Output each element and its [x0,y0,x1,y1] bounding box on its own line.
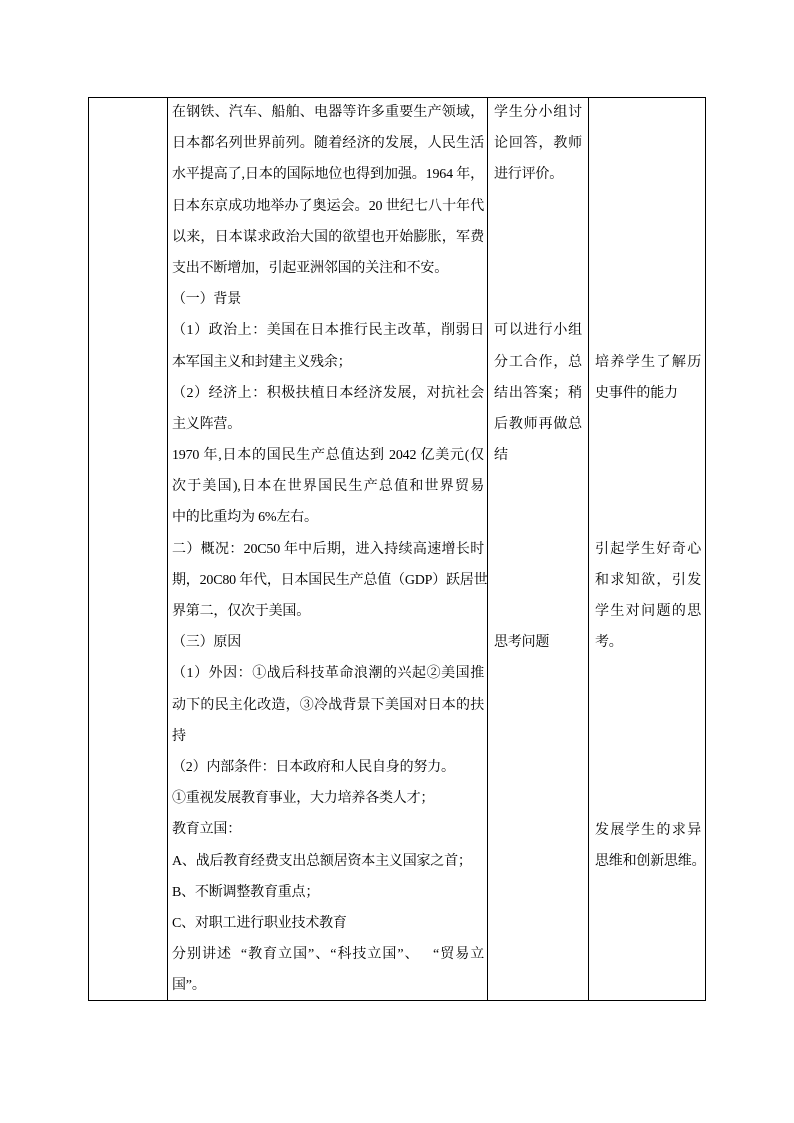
content-line: 以来，日本谋求政治大国的欲望也开始膨胀，军费 [172,229,484,245]
content-line: 1970 年,日本的国民生产总值达到 2042 亿美元(仅 [172,448,484,464]
activity-line: 后教师再做总 [494,416,582,432]
activity-line: 可以进行小组 [494,323,582,339]
content-line: （2）内部条件：日本政府和人民自身的努力。 [172,759,455,775]
empty-first-column-cell [89,98,167,1000]
activity-line: 论回答，教师 [494,136,582,152]
content-line: 中的比重均为 6%左右。 [172,510,318,526]
content-line: 持 [172,728,186,744]
activity-line: 结出答案；稍 [494,385,582,401]
content-line: C、对职工进行职业技术教育 [172,915,347,931]
content-line: 本军国主义和封建主义残余； [172,354,352,370]
content-line: （1）政治上：美国在日本推行民主改革，削弱日 [172,323,484,339]
student-activity-block [494,97,582,191]
student-activity-block [494,315,582,471]
student-activity-block [494,627,582,658]
content-line: B、不断调整教育重点； [172,884,320,900]
content-line: 界第二，仅次于美国。 [172,604,310,619]
section-heading-overview: 二）概况：20C50 年中后期，进入持续高速增长时 [172,541,484,557]
activity-line: 思考问题 [494,635,550,651]
activity-line: 学生分小组讨 [494,105,582,120]
content-line: ①重视发展教育事业，大力培养各类人才； [172,791,435,807]
intent-line: 思维和创新思维。 [595,853,706,869]
intent-line: 史事件的能力 [595,385,678,401]
intent-line: 学生对问题的思 [595,604,701,620]
column-divider [487,97,488,1001]
content-line: 国”。 [172,978,206,994]
design-intent-block [595,534,701,659]
content-line: 动下的民主化改造，③冷战背景下美国对日本的扶 [172,697,484,713]
design-intent-block [595,815,706,877]
content-line: 支出不断增加，引起亚洲邻国的关注和不安。 [172,260,448,276]
activity-line: 分工合作，总 [494,354,582,370]
content-line: （2）经济上：积极扶植日本经济发展，对抗社会 [172,385,484,401]
column-divider [588,97,589,1001]
content-line: 期，20C80 年代，日本国民生产总值（GDP）跃居世 [172,572,488,588]
activity-line: 结 [494,448,508,464]
content-line: 主义阵营。 [172,416,241,432]
intent-line: 和求知欲，引发 [595,572,701,588]
section-heading-causes: （三）原因 [172,635,241,651]
content-line: 次于美国),日本在世界国民生产总值和世界贸易 [172,479,484,495]
column-divider [167,97,168,1001]
intent-line: 培养学生了解历 [595,354,701,370]
content-line: （1）外因：①战后科技革命浪潮的兴起②美国推 [172,666,484,682]
activity-line: 进行评价。 [494,167,563,183]
content-line: 分别讲述 “教育立国”、“科技立国”、 “贸易立 [172,947,484,963]
teaching-content-cell [172,97,488,1001]
design-intent-block [595,347,701,409]
content-line: 水平提高了,日本的国际地位也得到加强。1964 年， [172,167,484,183]
intent-line: 发展学生的求异 [595,822,701,838]
content-line: 教育立国： [172,822,241,838]
intent-line: 考。 [595,635,623,651]
section-heading-background: （一）背景 [172,292,241,308]
content-line: A、战后教育经费支出总额居资本主义国家之首； [172,853,472,869]
content-line: 在钢铁、汽车、船舶、电器等许多重要生产领域， [172,105,484,120]
content-line: 日本都名列世界前列。随着经济的发展，人民生活 [172,136,484,152]
intent-line: 引起学生好奇心 [595,541,701,557]
content-line: 日本东京成功地举办了奥运会。20 世纪七八十年代 [172,198,484,214]
